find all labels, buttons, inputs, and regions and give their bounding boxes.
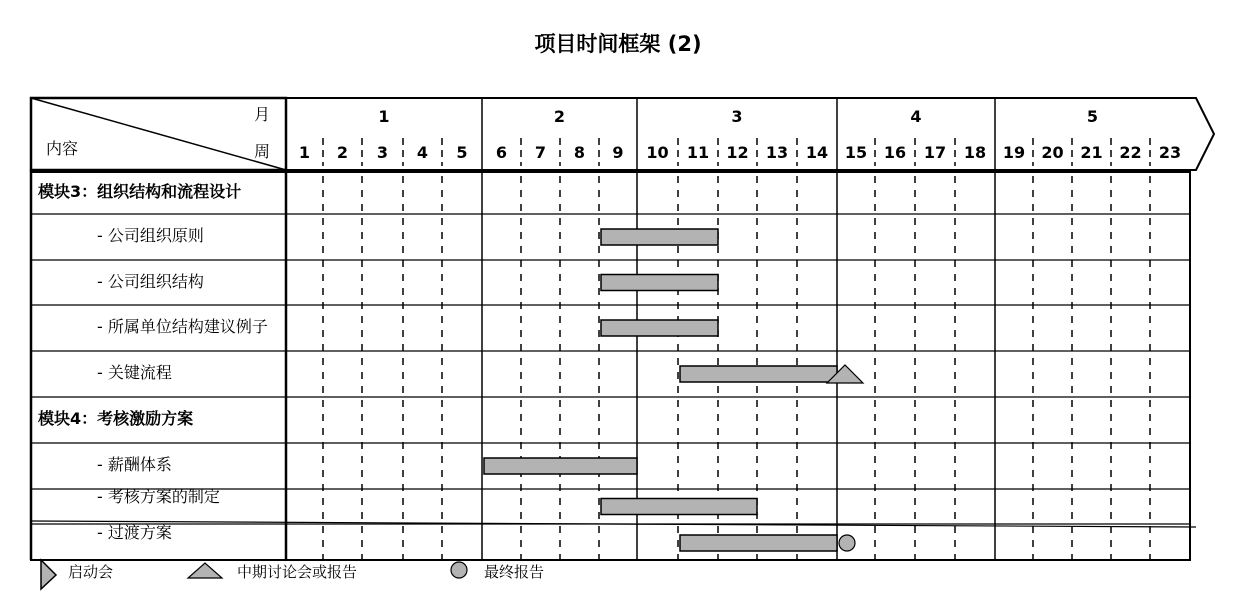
header-diagonal-line <box>31 98 286 170</box>
week-label: 1 <box>298 143 311 162</box>
week-label: 10 <box>646 143 669 162</box>
month-label: 1 <box>378 107 390 126</box>
task-label: - 关键流程 <box>97 363 172 382</box>
final-report-circle-icon <box>839 535 855 551</box>
week-label: 21 <box>1080 143 1103 162</box>
task-label: - 公司组织原则 <box>97 226 204 245</box>
month-header-label: 月 <box>253 105 270 124</box>
month-label: 4 <box>910 107 922 126</box>
task-label: - 公司组织结构 <box>97 271 204 291</box>
week-label: 6 <box>495 143 508 162</box>
triangle-icon <box>188 563 222 578</box>
week-label: 14 <box>805 143 829 162</box>
gantt-bar <box>601 499 757 515</box>
legend-final-label: 最终报告 <box>484 563 545 581</box>
task-label: - 考核方案的制定 <box>97 486 220 506</box>
month-label: 2 <box>553 107 566 126</box>
week-label: 7 <box>534 143 547 162</box>
kickoff-arrow-icon <box>41 560 56 589</box>
gantt-bar <box>484 458 637 474</box>
week-label: 5 <box>456 143 468 162</box>
week-label: 22 <box>1119 143 1142 162</box>
week-label: 20 <box>1041 143 1064 162</box>
week-label: 11 <box>686 143 710 162</box>
week-label: 19 <box>1002 143 1026 162</box>
task-label: - 薪酬体系 <box>97 455 172 474</box>
week-label: 4 <box>416 143 429 162</box>
page-title: 项目时间框架 (2) <box>534 32 702 56</box>
legend-midterm-label: 中期讨论会或报告 <box>237 563 358 581</box>
week-label: 3 <box>376 143 389 162</box>
legend-kickoff-label: 启动会 <box>68 563 114 581</box>
gantt-bar <box>680 535 837 551</box>
week-label: 13 <box>765 143 789 162</box>
module-label: 模块3：组织结构和流程设计 <box>38 182 242 201</box>
gantt-bar <box>601 275 718 291</box>
week-label: 23 <box>1158 143 1182 162</box>
month-label: 3 <box>731 107 743 126</box>
content-header-label: 内容 <box>46 139 79 158</box>
week-label: 17 <box>923 143 947 162</box>
week-label: 9 <box>612 143 624 162</box>
gantt-bar <box>680 366 837 382</box>
week-label: 15 <box>844 143 868 162</box>
task-label: - 过渡方案 <box>97 523 172 542</box>
week-label: 2 <box>336 143 349 162</box>
week-label: 18 <box>963 143 987 162</box>
gantt-bar <box>601 229 718 245</box>
month-label: 5 <box>1086 107 1099 126</box>
gantt-bar <box>601 320 718 336</box>
week-label: 16 <box>883 143 907 162</box>
week-header-label: 周 <box>253 142 270 161</box>
module-label: 模块4：考核激励方案 <box>38 409 194 428</box>
week-label: 8 <box>573 143 586 162</box>
task-label: - 所属单位结构建议例子 <box>97 317 268 336</box>
circle-icon <box>451 562 467 578</box>
week-label: 12 <box>726 143 749 162</box>
